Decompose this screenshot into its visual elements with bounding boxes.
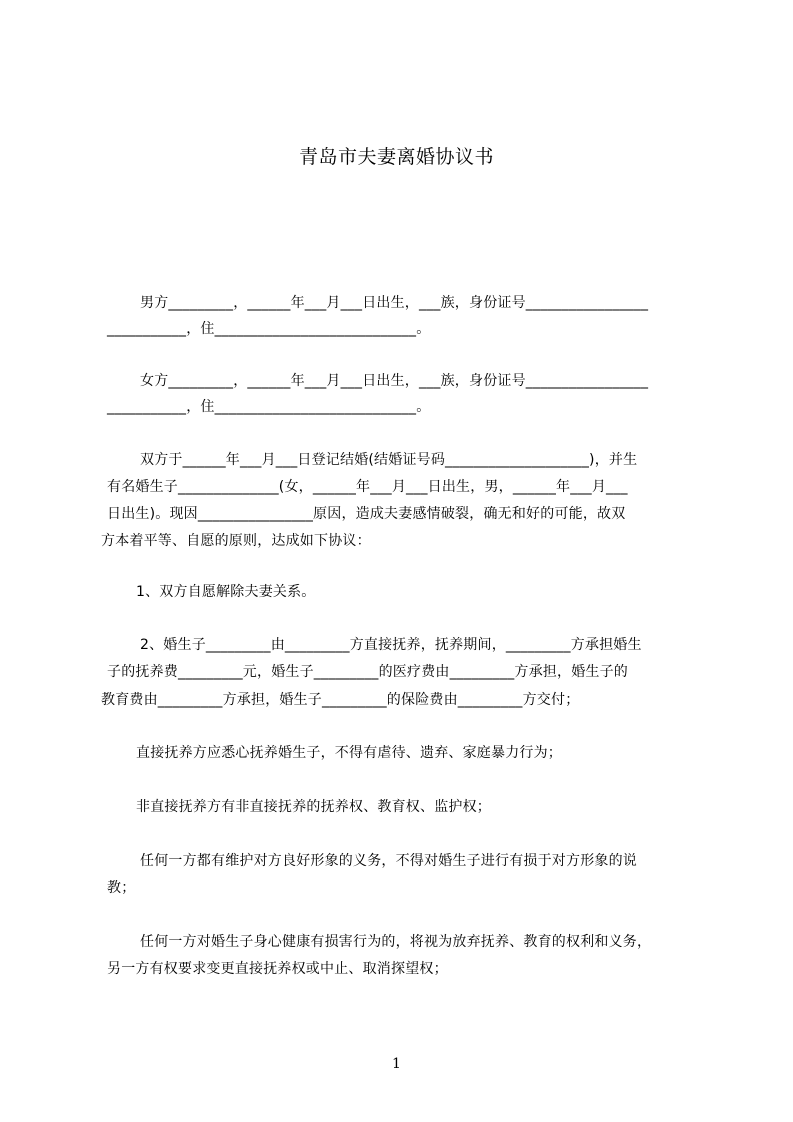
- paragraph-line: ___________，住____________________________。: [107, 399, 431, 415]
- document-title: 青岛市夫妻离婚协议书: [298, 146, 494, 168]
- paragraph-line: 任何一方对婚生子身心健康有损害行为的，将视为放弃抚养、教育的权利和义务，: [140, 934, 652, 950]
- paragraph-line: 教；: [107, 880, 136, 896]
- paragraph-line: 方本着平等、自愿的原则，达成如下协议：: [101, 533, 371, 549]
- paragraph-line: 双方于______年___月___日登记结婚(结婚证号码____________________)，并生: [140, 452, 638, 468]
- paragraph-line: 有名婚生子______________(女，______年___月___日出生，男，______年___月___: [107, 479, 628, 495]
- paragraph-line: 2、婚生子_________由_________方直接抚养，抚养期间，_________方承担婚生: [140, 637, 642, 653]
- paragraph-line: 直接抚养方应悉心抚养婚生子，不得有虐待、遗弃、家庭暴力行为；: [136, 745, 562, 761]
- paragraph-line: 另一方有权要求变更直接抚养权或中止、取消探望权；: [107, 961, 448, 977]
- paragraph-line: ___________，住____________________________。: [107, 321, 431, 337]
- paragraph-line: 任何一方都有维护对方良好形象的义务，不得对婚生子进行有损于对方形象的说: [140, 853, 637, 869]
- paragraph-line: 子的抚养费_________元，婚生子_________的医疗费由_________方承担，婚生子的: [107, 664, 628, 680]
- paragraph-line: 非直接抚养方有非直接抚养的抚养权、教育权、监护权；: [136, 799, 491, 815]
- paragraph-line: 日出生)。现因________________原因，造成夫妻感情破裂，确无和好的可能，故双: [107, 506, 626, 522]
- page-number: 1: [392, 1056, 401, 1072]
- paragraph-line: 教育费由_________方承担，婚生子_________的保险费由_________方交付；: [101, 692, 580, 708]
- paragraph-line: 1、双方自愿解除夫妻关系。: [136, 584, 316, 600]
- paragraph-line: 女方_________，______年___月___日出生，___族，身份证号_________________: [140, 373, 649, 389]
- paragraph-line: 男方_________，______年___月___日出生，___族，身份证号_________________: [140, 295, 649, 311]
